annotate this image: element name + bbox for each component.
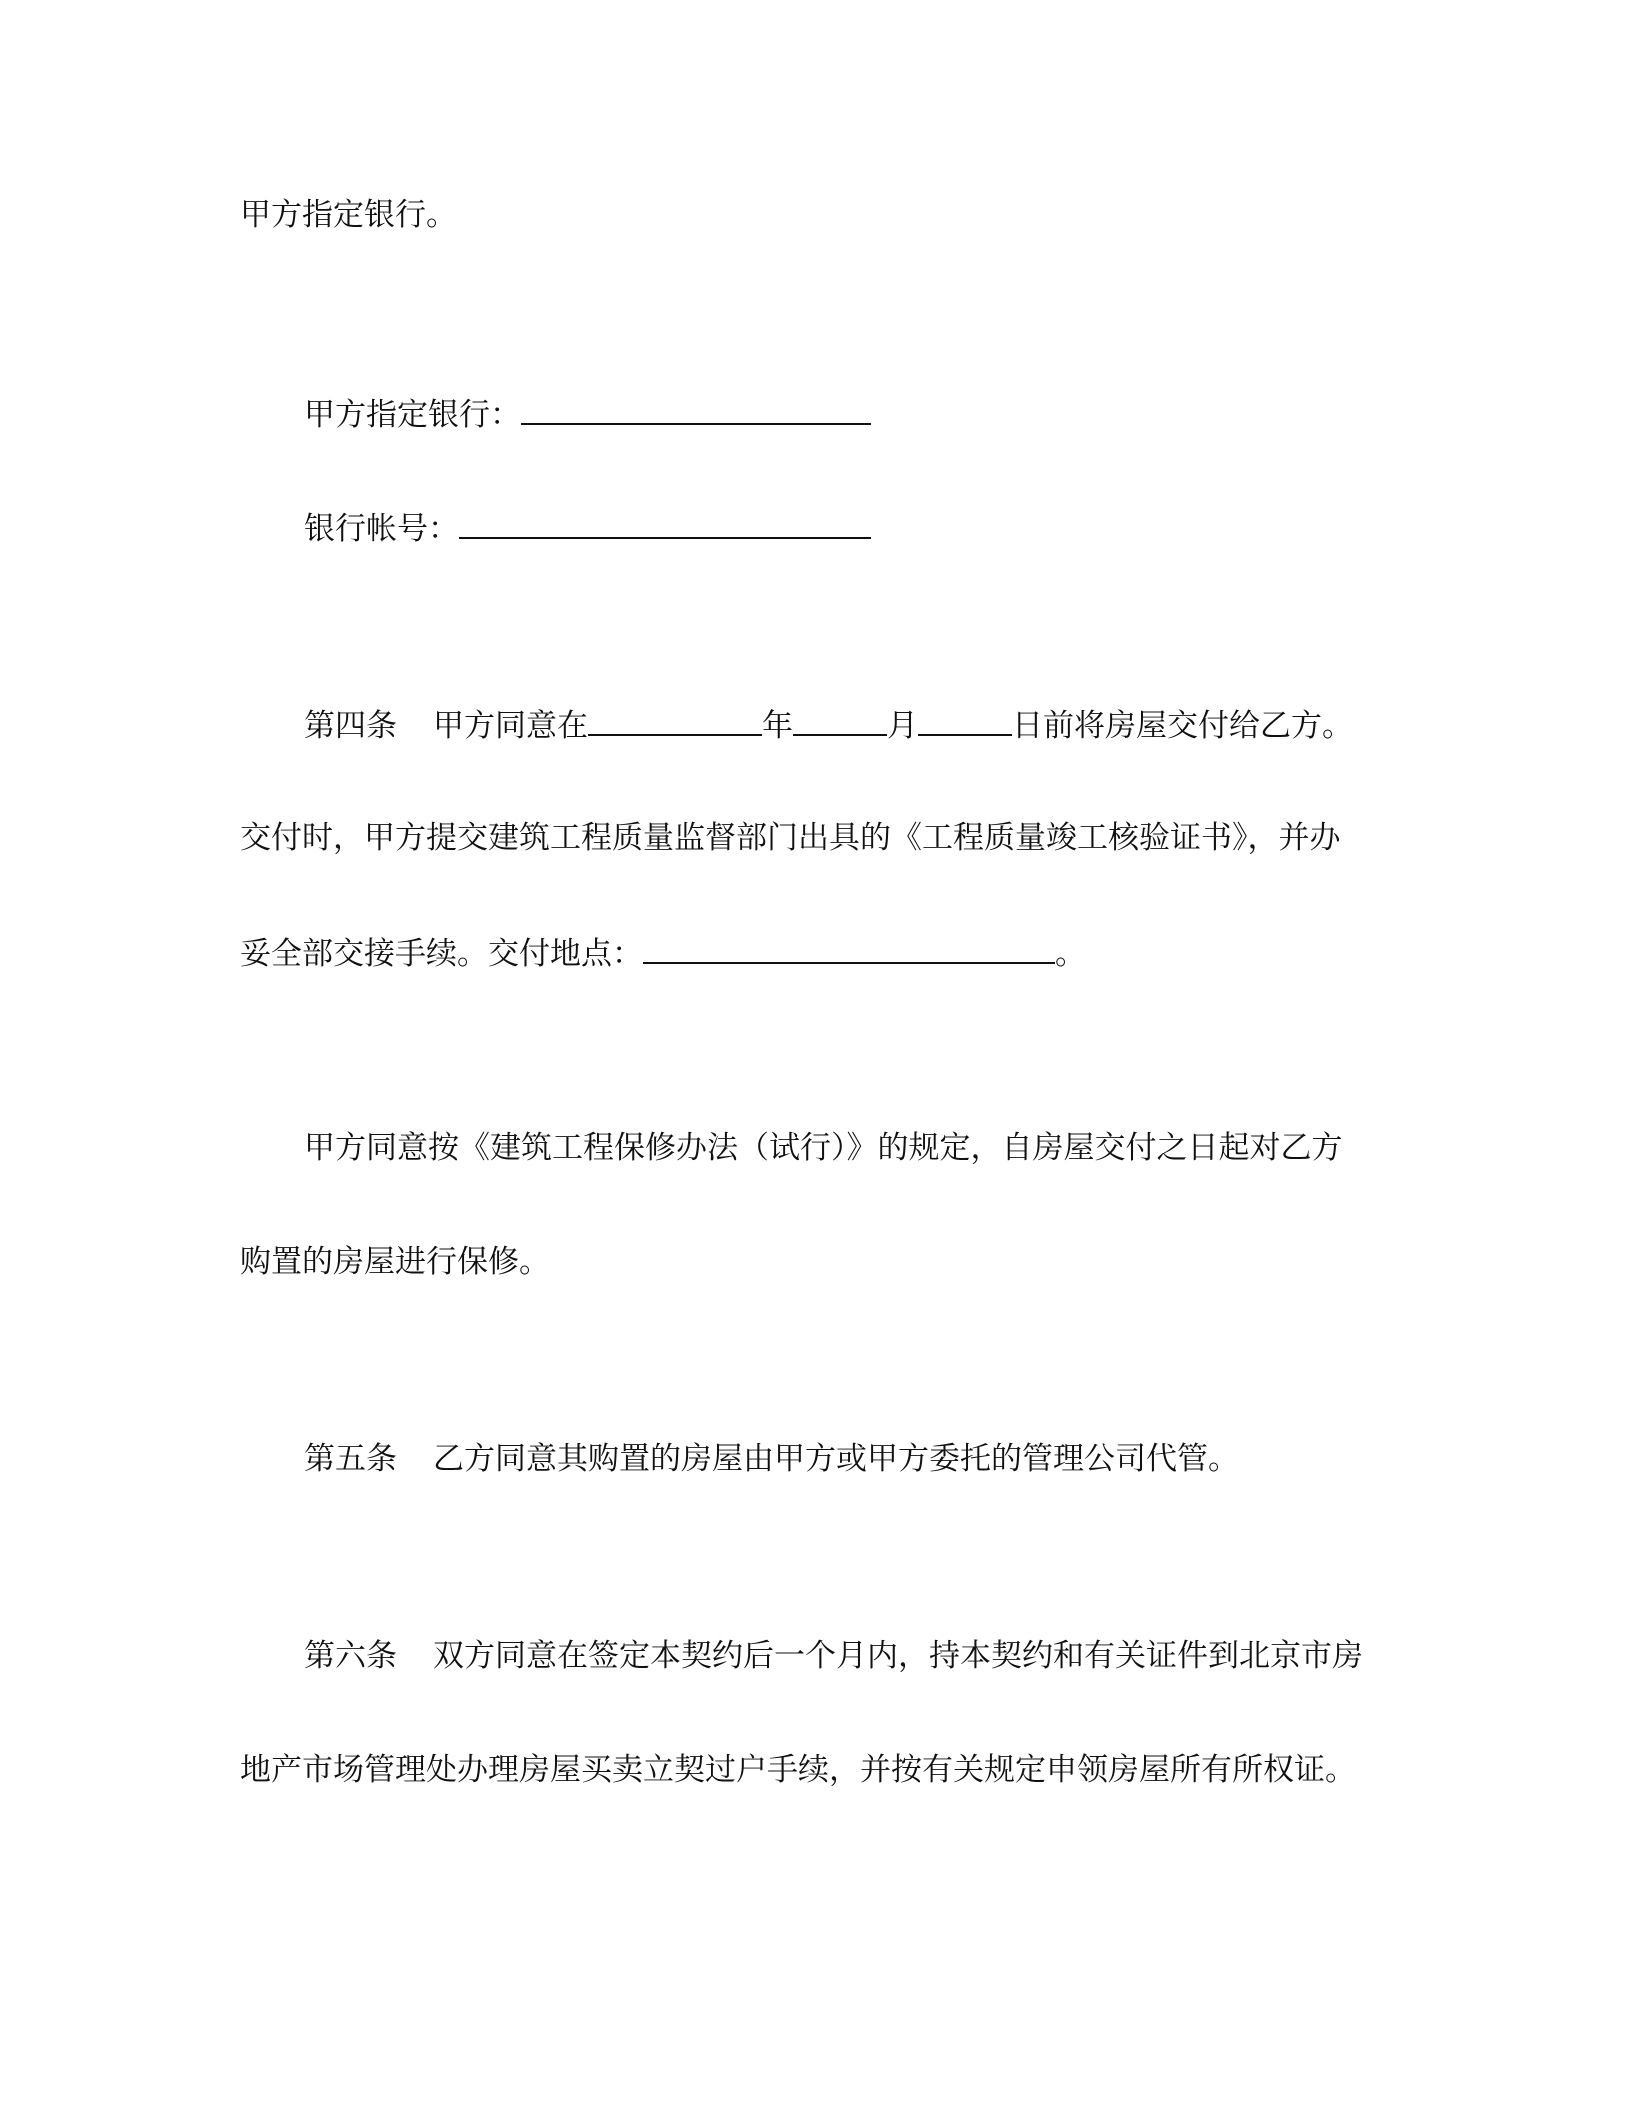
text-line xyxy=(240,195,457,235)
article-number: 第五条 xyxy=(304,1441,397,1477)
delivery-place-blank[interactable] xyxy=(643,932,1055,964)
month-blank[interactable] xyxy=(793,704,887,736)
paragraph-text: 购置的房屋进行保修。 xyxy=(240,1244,550,1280)
article-number: 第六条 xyxy=(304,1638,397,1674)
year-label: 年 xyxy=(762,708,793,744)
account-label: 银行帐号： xyxy=(304,511,459,547)
paragraph-text: 双方同意在签定本契约后一个月内，持本契约和有关证件到北京市房 xyxy=(433,1638,1363,1674)
month-label: 月 xyxy=(887,708,918,744)
article-6-line xyxy=(304,1636,1363,1676)
text-line xyxy=(240,1750,1356,1790)
year-blank[interactable] xyxy=(588,704,762,736)
paragraph-text: 。 xyxy=(1055,936,1086,972)
account-blank[interactable] xyxy=(459,507,871,539)
article-5-line xyxy=(304,1439,1239,1479)
article-number: 第四条 xyxy=(304,708,397,744)
bank-line xyxy=(304,393,871,433)
paragraph-text: 甲方同意在 xyxy=(433,708,588,744)
day-blank[interactable] xyxy=(918,704,1012,736)
text-line xyxy=(304,1128,1343,1168)
bank-label: 甲方指定银行： xyxy=(304,397,521,433)
bank-blank[interactable] xyxy=(521,393,871,425)
text-line xyxy=(240,1242,550,1282)
paragraph-text: 地产市场管理处办理房屋买卖立契过户手续，并按有关规定申领房屋所有所权证。 xyxy=(240,1752,1356,1788)
paragraph-text: 日前将房屋交付给乙方。 xyxy=(1012,708,1353,744)
paragraph-text: 妥全部交接手续。交付地点： xyxy=(240,936,643,972)
article-4-line xyxy=(304,704,1353,744)
delivery-place-line xyxy=(240,932,1086,972)
account-line xyxy=(304,507,871,547)
text-line xyxy=(240,818,1341,858)
paragraph-text: 交付时，甲方提交建筑工程质量监督部门出具的《工程质量竣工核验证书》，并办 xyxy=(240,820,1341,856)
paragraph-text: 乙方同意其购置的房屋由甲方或甲方委托的管理公司代管。 xyxy=(433,1441,1239,1477)
paragraph-text: 甲方同意按《建筑工程保修办法（试行）》的规定，自房屋交付之日起对乙方 xyxy=(304,1130,1343,1166)
paragraph-text: 甲方指定银行。 xyxy=(240,197,457,233)
